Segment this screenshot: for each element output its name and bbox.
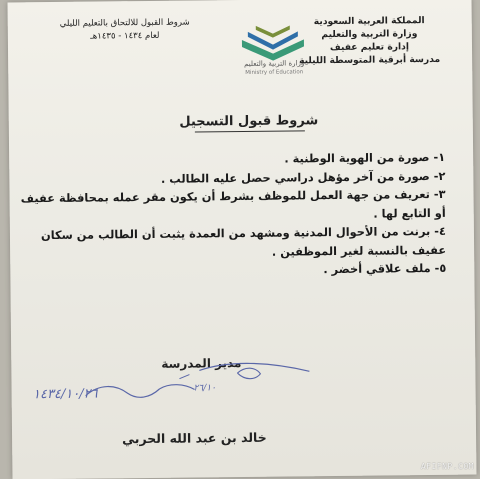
requirement-item: ٤- برنت من الأحوال المدنية ومشهد من العمدة يثبت أن الطالب من سكان عفيف بالنسبة لغير الموظفين .	[40, 223, 447, 259]
requirement-item: ١- صورة من الهوية الوطنية .	[284, 149, 446, 166]
requirement-item: ٢- صورة من آخر مؤهل دراسي حصل عليه الطالب .	[160, 168, 446, 186]
handwritten-signature-icon	[8, 0, 480, 479]
document-page	[8, 0, 477, 479]
handwritten-date: ١٤٣٤/١٠/٢٦	[32, 386, 98, 403]
header-ministry: وزارة التربية والتعليم	[321, 28, 418, 41]
logo-arabic-text: وزارة التربية والتعليم	[244, 59, 305, 68]
logo-english-text: Ministry of Education	[245, 69, 304, 76]
principal-name: خالد بن عبد الله الحربي	[122, 429, 267, 447]
site-watermark: AFIFNP.COM	[420, 462, 474, 471]
requirement-item: ٣- تعريف من جهة العمل للموظف بشرط أن يكون مقر عمله بمحافظة عفيف أو التابع لها .	[20, 186, 446, 221]
year-line: لعام ١٤٣٤ - ١٤٣٥هـ	[90, 30, 160, 42]
principal-title: مدير المدرسة	[161, 356, 242, 371]
handwritten-date-2: ٢٦/١٠	[193, 383, 216, 394]
requirement-item: ٥- ملف علاقي أخضر .	[323, 260, 447, 277]
document-title: شروط قبول التسجيل	[179, 113, 319, 130]
subject-line: شروط القبول للالتحاق بالتعليم الليلي	[59, 17, 190, 29]
header-country: المملكة العربية السعودية	[313, 15, 425, 28]
header-school: مدرسة أبرقية المتوسطة الليلية	[299, 53, 441, 67]
header-department: إدارة تعليم عفيف	[329, 41, 410, 54]
